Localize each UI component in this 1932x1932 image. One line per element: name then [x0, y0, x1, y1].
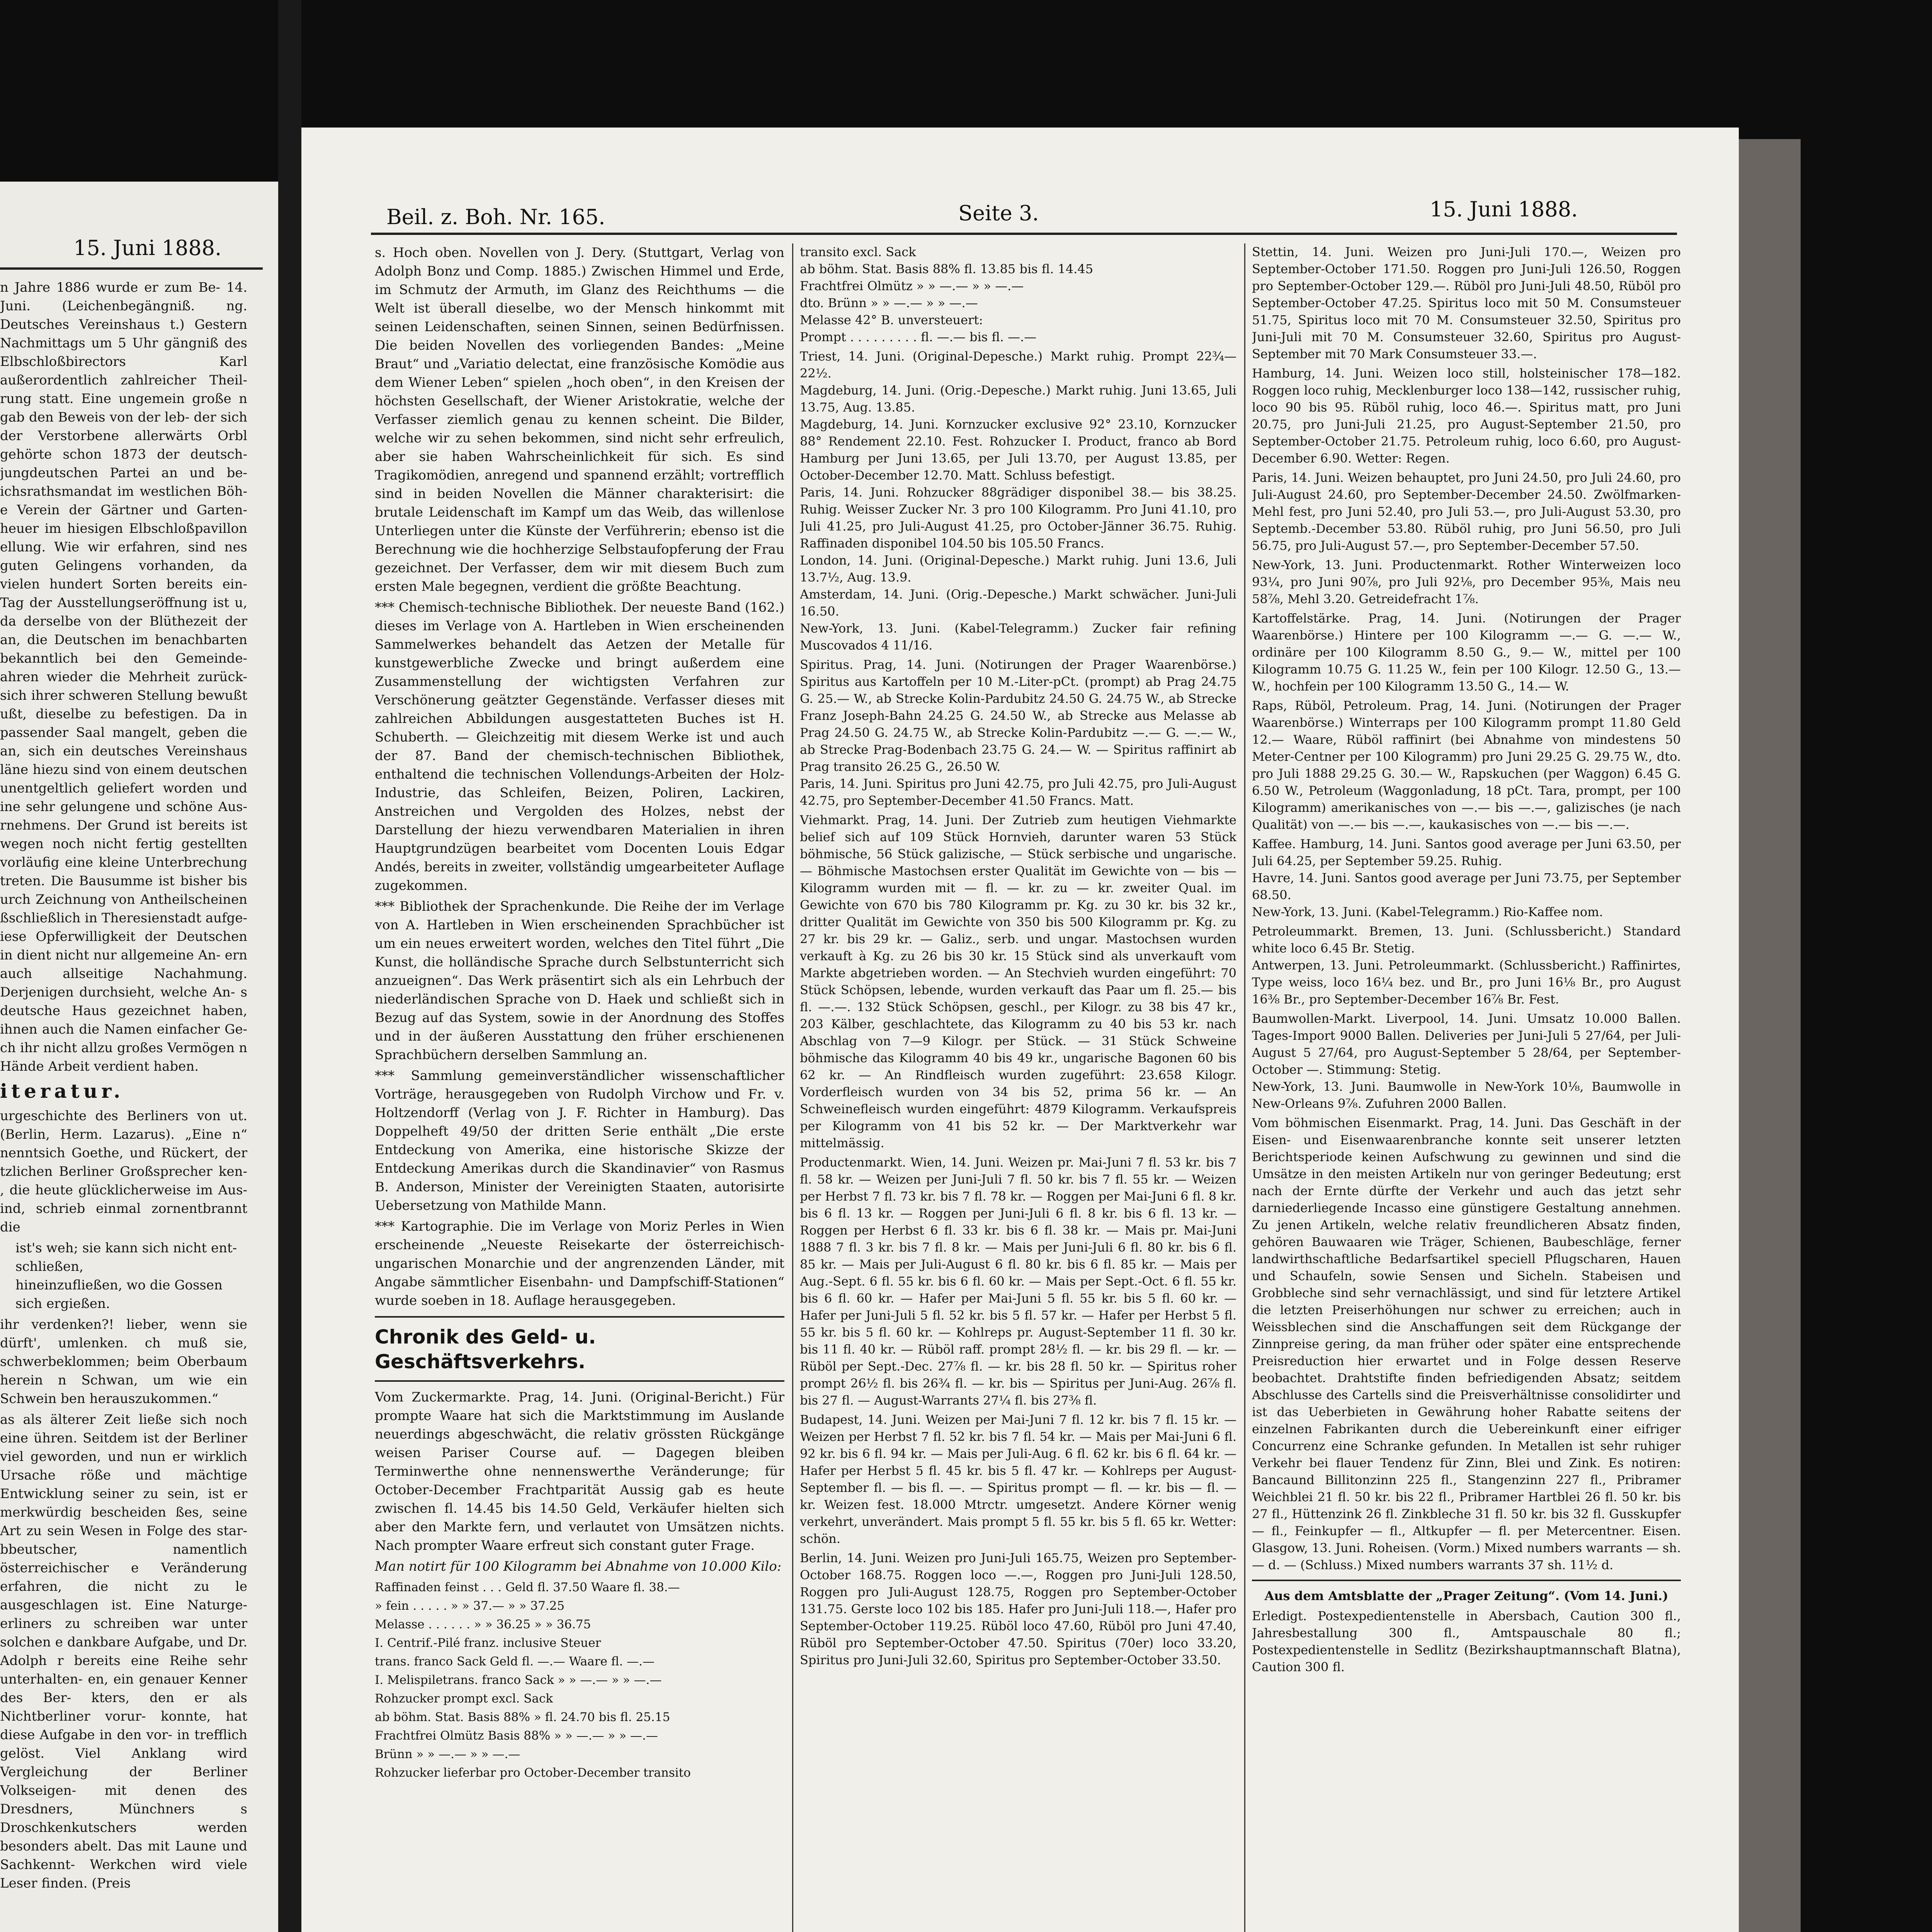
left-header-rule [0, 267, 263, 270]
productenmarkt-wien: Productenmarkt. Wien, 14. Juni. Weizen pr. Mai-Juni 7 fl. 53 kr. bis 7 fl. 58 kr. — Weizen per Juni-Juli 7 fl. 50 kr. bis 7 fl. 55 kr. — Weizen per Herbst 7 fl. 73 kr. bis 7 fl. 78 kr. — Roggen per Mai-Juni 6 fl. 8 kr. bis 6 fl. 13 kr. — Roggen per Juni-Juli 6 fl. 8 kr. bis 6 fl. 13 kr. — Roggen per Herbst 6 fl. 33 kr. bis 6 fl. 38 kr. — Mais pr. Mai-Juni 1888 7 fl. 3 kr. bis 7 fl. 8 kr. — Mais per Juni-Juli 6 fl. 80 kr. bis 6 fl. 85 kr. — Mais per Juli-August 6 fl. 80 kr. bis 6 fl. 85 kr. — Mais per Aug.-Sept. 6 fl. 55 kr. bis 6 fl. 60 kr. — Mais per Sept.-Oct. 6 fl. 55 kr. bis 6 fl. 60 kr. — Hafer per Mai-Juni 5 fl. 55 kr. bis 5 fl. 60 kr. — Hafer per Juni-Juli 5 fl. 52 kr. bis 5 fl. 57 kr. — Hafer per Herbst 5 fl. 55 kr. bis 5 fl. 60 kr. — Kohlreps pr. August-September 11 fl. 30 kr. bis 11 fl. 40 kr. — Rüböl raff. prompt 28½ fl. — kr. bis 29 fl. — kr. — Rüböl per Sept.-Dec. 27⅞ fl. — kr. bis 28 fl. 50 kr. — Spiritus roher prompt 26½ fl. bis 26¾ fl. — kr. bis — Spiritus per Juni-Aug. 26⅞ fl. bis 27 fl. — August-Warrants 27¼ fl. bis 27⅜ fl. [800, 1155, 1236, 1408]
left-poem: ist's weh; sie kann sich nicht ent- schließen, hineinzufließen, wo die Gossen sich ergießen. [15, 1240, 237, 1311]
left-text-4: as als älterer Zeit ließe sich noch eine ühren. Seitdem ist der Berliner viel geworden, und nun er wirklich Ursache röße und mächtige Entwicklung seiner zu sein, ist er merkwürdig bescheiden ßes, seine Art zu sein Wesen in Folge des star- bbeutscher, namentlich österreichischer e Veränderung erfahren, die nicht zu le ausgeschlagen ist. Eine Naturge- erliners zu schreiben war unter solchen e dankbare Aufgabe, und Dr. Adolph r bereits eine Reihe sehr unterhalten- en, ein genauer Kenner des Ber- kters, den er als Nichtberliner vorur- konnte, hat diese Aufgabe in den vor- in trefflich gelöst. Viel Anklang wird Vergleichung der Berliner Volkseigen- mit denen des Dresdners, Münchners s Droschkenkutschers werden besonders abelt. Das mit Laune und Sachkennt- Werkchen wird viele Leser finden. (Preis [0, 1412, 247, 1891]
column-rule-2 [1244, 243, 1245, 1932]
petroleummarkt-report: Petroleummarkt. Bremen, 13. Juni. (Schlussbericht.) Standard white loco 6.45 Br. Stetig. Antwerpen, 13. Juni. Petroleummarkt. (Schlussbericht.) Raffinirtes, Type weiss, loco 16¼ bez. und Br., pro Juni 16⅛ Br., pro August 16⅜ Br., pro September-December 16⅞ Br. Fest. [1252, 924, 1681, 1007]
spiritus-report: Spiritus. Prag, 14. Juni. (Notirungen der Prager Waarenbörse.) Spiritus aus Kartoffeln per 10 M.-Liter-pCt. (prompt) ab Prag 24.75 G. 25.— W., ab Strecke Kolin-Pardubitz 24.50 G. 24.75 W., ab Strecke Franz Joseph-Bahn 24.25 G. 24.50 W., ab Strecke aus Melasse ab Prag 24.50 G. 24.75 W., ab Strecke Kolin-Pardubitz —.— G. —.— W., ab Strecke Prag-Bodenbach 23.75 G. 24.— W. — Spiritus raffinirt ab Prag transito 26.25 G., 26.50 W. Paris, 14. Juni. Spiritus pro Juni 42.75, pro Juli 42.75, pro Juli-August 42.75, pro September-December 41.50 Francs. Matt. [800, 657, 1236, 808]
book-page-edge [1739, 139, 1801, 1932]
chronik-heading: Chronik des Geld- u. Geschäftsverkehrs. [375, 1326, 596, 1373]
berlin-report: Berlin, 14. Juni. Weizen pro Juni-Juli 165.75, Weizen pro September-October 168.75. Roggen loco —.—, Roggen pro Juni-Juli 128.50, Roggen pro Juli-August 128.75, Roggen pro September-October 131.75. Gerste loco 102 bis 185. Hafer pro Juni-Juli 118.—, Hafer pro September-October 119.25. Rüböl loco 47.60, Rüböl pro Juni 47.40, Rüböl pro September-October 47.50. Spiritus (70er) loco 33.20, Spiritus pro Juni-Juli 32.60, Spiritus pro September-October 33.50. [800, 1551, 1236, 1667]
budapest-report: Budapest, 14. Juni. Weizen per Mai-Juni 7 fl. 12 kr. bis 7 fl. 15 kr. — Weizen per Herbst 7 fl. 52 kr. bis 7 fl. 54 kr. — Mais per Mai-Juni 6 fl. 92 kr. bis 6 fl. 94 kr. — Mais per Juli-Aug. 6 fl. 62 kr. bis 6 fl. 64 kr. — Hafer per Herbst 5 fl. 45 kr. bis 5 fl. 47 kr. — Kohlreps per August-September fl. — bis fl. —. — Spiritus prompt — fl. — kr. bis — fl. — kr. Weizen fest. 18.000 Mtrctr. umgesetzt. Andere Körner wenig verkehrt, unverändert. Mais prompt 5 fl. 55 kr. bis 5 fl. 65 kr. Wetter: schön. [800, 1412, 1236, 1546]
chronik-top-rule [375, 1316, 784, 1318]
sugar-market-dispatches: Triest, 14. Juni. (Original-Depesche.) Markt ruhig. Prompt 22¾—22½. Magdeburg, 14. Juni. (Orig.-Depesche.) Markt ruhig. Juni 13.65, Juli 13.75, Aug. 13.85. Magdeburg, 14. Juni. Kornzucker exclusive 92° 23.10, Kornzucker 88° Rendement 22.10. Fest. Rohzucker I. Product, franco ab Bord Hamburg per Juni 13.65, per Juli 13.70, per August 13.85, per October-December 12.70. Matt. Schluss befestigt. Paris, 14. Juni. Rohzucker 88grädiger disponibel 38.— bis 38.25. Ruhig. Weisser Zucker Nr. 3 pro 100 Kilogramm. Pro Juni 41.10, pro Juli 41.25, pro Juli-August 41.25, pro October-Jänner 36.75. Ruhig. Raffinaden disponibel 104.50 bis 105.50 Francs. London, 14. Juni. (Original-Depesche.) Markt ruhig. Juni 13.6, Juli 13.7½, Aug. 13.9. Amsterdam, 14. Juni. (Orig.-Depesche.) Markt schwächer. Juni-Juli 16.50. New-York, 13. Juni. (Kabel-Telegramm.) Zucker fair refining Muscovados 4 11/16. [800, 349, 1236, 653]
newyork-report: New-York, 13. Juni. Productenmarkt. Rother Winterweizen loco 93¼, pro Juni 90⅞, pro Juli 92⅛, pro December 95⅜, Mais neu 58⅞, Mehl 3.20. Getreidefracht 1⅞. [1252, 558, 1681, 606]
sugar-price-table: Raffinaden feinst . . . Geld fl. 37.50 Waare fl. 38.— » fein . . . . . » » 37.— » » 37.25 Melasse . . . . . . » » 36.25 » » 36.75 I. Centrif.-Pilé franz. inclusive Steuer trans. franco Sack Geld fl. —.— Waare fl. —.— I. Melispiletrans. franco Sack » » —.— » » —.— Rohzucker prompt excl. Sack ab böhm. Stat. Basis 88% » fl. 24.70 bis fl. 25.15 Frachtfrei Olmütz Basis 88% » » —.— » » —.— Brünn » » —.— » » —.— Rohzucker lieferbar pro October-December transito [375, 1580, 691, 1780]
left-page [0, 182, 278, 1932]
stettin-report: Stettin, 14. Juni. Weizen pro Juni-Juli 170.—, Weizen pro September-October 171.50. Roggen pro Juni-Juli 126.50, Roggen pro September-October 129.—. Rüböl pro Juni-Juli 48.50, Rüböl pro September-October 47.25. Spiritus loco mit 50 M. Consumsteuer 51.75, Spiritus loco mit 70 M. Consumsteuer 32.50, Spiritus pro Juni-Juli mit 70 M. Consumsteuer 32.60, Spiritus pro August-September mit 70 Mark Consumsteuer 33.—. [1252, 245, 1681, 361]
kaffee-report: Kaffee. Hamburg, 14. Juni. Santos good average per Juni 63.50, per Juli 64.25, per September 59.25. Ruhig. Havre, 14. Juni. Santos good average per Juni 73.75, per September 68.50. New-York, 13. Juni. (Kabel-Telegramm.) Rio-Kaffee nom. [1252, 837, 1681, 919]
beilage-label: Beil. z. Boh. Nr. 165. [386, 205, 605, 229]
left-text-1: n Jahre 1886 wurde er zum Be- 14. Juni. (Leichenbegängniß. ng. Deutsches Vereinshaus t.) Gestern Nachmittags um 5 Uhr gängniß des Elbschloßbirectors Karl außerordentlich zahlreicher Theil- rung statt. Eine ungemein große n gab den Beweis von der leb- der sich der Verstorbene allerwärts Orbl gehörte schon 1873 der deutsch- jungdeutschen Partei an und be- ichsrathsmandat im westlichen Böh- e Verein der Gärtner und Garten- heuer im hiesigen Elbschloßpavillon ellung. Wie wir erfahren, sind nes guten Gelingens vorhanden, da vielen hundert Sorten bereits ein- Tag der Ausstellungseröffnung ist u, da derselbe von der Blüthezeit der an, die Deutschen im benachbarten bekanntlich bei den Gemeinde- ahren wieder die Mehrheit zurück- sich ihrer schweren Stellung bewußt ußt, dieselbe zu befestigen. Da in passender Saal mangelt, geben die an, sich ein deutsches Vereinshaus läne hiezu sind von einem deutschen unentgeltlich geliefert worden und ine sehr gelungene und schöne Aus- rnehmens. Der Grund ist bereits ist wegen noch nicht fertig gestellten vorläufig eine kleine Unterbrechung treten. Die Bausumme ist bisher bis urch Zeichnung von Antheilscheinen ßschließlich in Theresienstadt aufge- iese Opferwilligkeit der Deutschen in dient nicht nur allgemeine An- ern auch allseitige Nachahmung. Derjenigen durchsieht, welche An- s deutsche Haus gezeichnet haben, ihnen auch die Namen einfacher Ge- ch ihr nicht allzu großes Vermögen n Hände Arbeit verdient haben. [0, 280, 247, 1074]
eisenmarkt-report: Vom böhmischen Eisenmarkt. Prag, 14. Juni. Das Geschäft in der Eisen- und Eisenwaarenbranche konnte seit unserer letzten Berichtsperiode keinen Aufschwung zu gewinnen und sind die Umsätze in den meisten Artikeln nur von geringer Bedeutung; erst nach der Ernte dürfte der Verkehr und auch das jetzt sehr darniederliegende Incasso eine günstigere Gestaltung annehmen. Zu jenen Artikeln, welche relativ freundlicheren Absatz finden, gehören Bauwaaren wie Träger, Schienen, Baubeschläge, ferner landwirthschaftliche Bedarfsartikel speciell Pflugscharen, Hauen und Schaufeln, sowie Sensen und Sicheln. Stabeisen und Grobbleche sind sehr vernachlässigt, und sind für letztere Artikel die letzten Preiserhöhungen nur schwer zu erreichen; auch in Weissblechen sind die Anschaffungen seit dem Rückgange der Zinnpreise gering, da man früher oder später eine entsprechende Preisreduction hier erwartet und in Folge dessen Reserve beobachtet. Drahtstifte finden befriedigenden Absatz; seitdem Abschlusse des Cartells sind die Preisverhältnisse consolidirter und ist das Ueberbieten in Gewährung hoher Rabatte seitens der einzelnen Fabrikanten durch die Uebereinkunft einer eifriger Concurrenz eine Schranke gefunden. In Metallen ist sehr ruhiger Verkehr bei flauer Tendenz für Zinn, Blei und Zink. Es notiren: Bancaund Billitonzinn 225 fl., Stangenzinn 227 fl., Pribramer Weichblei 21 fl. 50 kr. bis 22 fl., Pribramer Hartblei 26 fl. 50 kr. bis 27 fl., Hüttenzink 26 fl. Zinkbleche 31 fl. 50 kr. bis 32 fl. Gusskupfer — fl., Feinkupfer — fl., Altkupfer — fl. per Metercentner. Eisen. Glasgow, 13. Juni. Roheisen. (Vorm.) Mixed numbers warrants — sh. — d. — (Schluss.) Mixed numbers warrants 37 sh. 11½ d. [1252, 1116, 1681, 1572]
raps-rueboel-petroleum-report: Raps, Rüböl, Petroleum. Prag, 14. Juni. (Notirungen der Prager Waarenbörse.) Winterraps per 100 Kilogramm prompt 11.80 Geld 12.— Waare, Rüböl raffinirt (bei Abnahme von mindestens 50 Meter-Centner per 100 Kilogramm) pro Juni 29.25 G. 29.75 W., dto. pro Juli 1888 29.25 G. 30.— W., Rapskuchen (per Waggon) 6.45 G. 6.50 W., Petroleum (Waggonladung, 18 pCt. Tara, prompt, per 100 Kilogramm) amerikanisches von —.— bis —.—, galizisches (je nach Qualität) von —.— bis —.—, kaukasisches von —.— bis —.—. [1252, 698, 1681, 832]
left-column [0, 278, 247, 1932]
price-note: Man notirt für 100 Kilogramm bei Abnahme von 10.000 Kilo: [375, 1559, 782, 1574]
page-number: Seite 3. [958, 201, 1039, 225]
middle-column [375, 243, 784, 1932]
left-page-date: 15. Juni 1888. [73, 236, 222, 260]
book-spine [278, 0, 301, 1932]
paris-report: Paris, 14. Juni. Weizen behauptet, pro Juni 24.50, pro Juli 24.60, pro Juli-August 24.60, pro September-December 24.50. Zwölfmarken-Mehl fest, pro Juni 52.40, pro Juli 53.—, pro Juli-August 53.30, pro Septemb.-December 53.80. Rüböl ruhig, pro Juni 56.50, pro Juli 56.75, pro Juli-August 57.—, pro September-December 57.50. [1252, 470, 1681, 553]
column-rule-1 [792, 243, 793, 1932]
amtsblatt-rule [1252, 1580, 1681, 1581]
review-chemisch-technische-bibliothek: *** Chemisch-technische Bibliothek. Der neueste Band (162.) dieses im Verlage von A. Hartleben in Wien erscheinenden Sammelwerkes behandelt das Aetzen der Metalle für kunstgewerbliche Zwecke und bringt außerdem eine Zusammenstellung der wichtigsten Verfahren zur Verschönerung geätzter Gegenstände. Verfasser dieses mit zahlreichen Abbildungen ausgestatteten Buches ist H. Schuberth. — Gleichzeitig mit diesem Werke ist und auch der 87. Band der chemisch-technischen Bibliothek, enthaltend die technischen Vollendungs-Arbeiten der Holz-Industrie, das Schleifen, Beizen, Poliren, Lackiren, Anstreichen und Vergolden des Holzes, nebst der Darstellung der hiezu verwendbaren Materialien in ihren Hauptgrundzügen bearbeitet vom Docenten Louis Edgar Andés, bereits in zweiter, vollständig umgearbeiteter Auflage zugekommen. [375, 600, 784, 893]
chronik-bottom-rule [375, 1380, 784, 1382]
markets-column [800, 243, 1236, 1932]
literatur-heading: iteratur. [0, 1080, 124, 1102]
kartoffelstaerke-report: Kartoffelstärke. Prag, 14. Juni. (Notirungen der Prager Waarenbörse.) Hintere per 100 Kilogramm —.— G. —.— W., ordinäre per 100 Kilogramm 8.50 G., 9.— W., mittel per 100 Kilogramm 10.75 G. 11.25 W., fein per 100 Kilogr. 12.50 G., 13.— W., hochfein per 100 Kilogramm 13.50 G., 14.— W. [1252, 611, 1681, 694]
transito-prices: transito excl. Sack ab böhm. Stat. Basis 88% fl. 13.85 bis fl. 14.45 Frachtfrei Olmütz » » —.— » » —.— dto. Brünn » » —.— » » —.— Melasse 42° B. unversteuert: Prompt . . . . . . . . . fl. —.— bis fl. —.— [800, 245, 1094, 344]
amtsblatt-heading: Aus dem Amtsblatte der „Prager Zeitung“. (Vom 14. Juni.) [1264, 1588, 1668, 1603]
left-text-2: urgeschichte des Berliners von ut. (Berlin, Herm. Lazarus). „Eine n“ nenntsich Goethe, und Rückert, der tzlichen Berliner Großsprecher ken- , die heute glücklicherweise im Aus- ind, schrieb einmal zornentbrannt die [0, 1108, 247, 1235]
amtsblatt-text: Erledigt. Postexpedientenstelle in Abersbach, Caution 300 fl., Jahresbestallung 300 fl., Amtspauschale 80 fl.; Postexpedientenstelle in Sedlitz (Bezirkshauptmannschaft Blatna), Caution 300 fl. [1252, 1609, 1681, 1674]
left-text-3: ihr verdenken?! lieber, wenn sie dürft', umlenken. ch muß sie, schwerbeklommen; beim Oberbaum herein n Schwan, um wie ein Schwein ben herauszukommen.“ [0, 1317, 247, 1406]
hamburg-report: Hamburg, 14. Juni. Weizen loco still, holsteinischer 178—182. Roggen loco ruhig, Mecklenburger loco 138—142, russischer ruhig, loco 90 bis 95. Rüböl ruhig, loco 46.—. Spiritus matt, pro Juni 20.75, pro Juni-Juli 21.25, pro August-September 21.50, pro September-October 21.75. Petroleum ruhig, loco 6.60, pro August-December 6.90. Wetter: Regen. [1252, 366, 1681, 466]
commodities-column [1252, 243, 1681, 1932]
viehmarkt-report: Viehmarkt. Prag, 14. Juni. Der Zutrieb zum heutigen Viehmarkte belief sich auf 109 Stück Hornvieh, darunter waren 53 Stück böhmische, 56 Stück galizische, — Stück serbische und ungarische. — Böhmische Mastochsen erster Qualität im Gewichte von — bis — Kilogramm wurden mit — fl. — kr. zu — kr. zweiter Qual. im Gewichte von 670 bis 780 Kilogramm pr. Kg. zu 30 kr. bis 32 kr., dritter Qualität im Gewichte von 350 bis 500 Kilogramm pr. Kg. zu 27 kr. bis 29 kr. — Galiz., serb. und ungar. Mastochsen wurden verkauft à Kg. zu 26 bis 30 kr. 15 Stück sind als unverkauft vom Markte abgetrieben worden. — An Stechvieh wurden eingeführt: 70 Stück Schöpsen, lebende, wurden verkauft das Paar um fl. 25.— bis fl. —.—. 132 Stück Schöpsen, geschl., per Kilogr. zu 38 bis 47 kr., 203 Kälber, geschlachtete, das Kilogramm zu 40 bis 53 kr. nach Abschlag von 7—9 Kilogr. per Stück. — 31 Stück Schweine böhmische das Kilogramm 40 bis 49 kr., ungarische Bagonen 60 bis 62 kr. — An Rindfleisch wurden zugeführt: 23.658 Kilogr. Vorderfleisch wurden von 34 bis 52, prima 56 kr. — An Schweinefleisch wurden eingeführt: 4879 Kilogramm. Verkaufspreis per Kilogramm von 41 bis 52 kr. — Der Marktverkehr war mittelmässig. [800, 813, 1236, 1150]
review-bibliothek-der-sprachenkunde: *** Bibliothek der Sprachenkunde. Die Reihe der im Verlage von A. Hartleben in Wien erscheinenden Sprachbücher ist um ein neues erweitert worden, welches den Titel führt „Die Kunst, die holländische Sprache durch Selbstunterricht sich anzueignen“. Das Werk präsentirt sich als ein Lehrbuch der niederländischen Sprache von D. Haek und schließt sich in Bezug auf das System, sowie in der Anordnung des Stoffes und in der äußeren Ausstattung den früher erschienenen Sprachbüchern derselben Sammlung an. [375, 899, 784, 1063]
baumwollen-report: Baumwollen-Markt. Liverpool, 14. Juni. Umsatz 10.000 Ballen. Tages-Import 9000 Ballen. Deliveries per Juni-Juli 5 27/64, per Juli-August 5 27/64, pro August-September 5 28/64, per September-October —. Stimmung: Stetig. New-York, 13. Juni. Baumwolle in New-York 10⅛, Baumwolle in New-Orleans 9⅞. Zufuhren 2000 Ballen. [1252, 1011, 1681, 1111]
review-hoch-oben: s. Hoch oben. Novellen von J. Dery. (Stuttgart, Verlag von Adolph Bonz und Comp. 1885.) Zwischen Himmel und Erde, im Schmutz der Armuth, im Glanz des Reichthums — die Welt ist überall dieselbe, wo der Mensch hinkommt mit seinen Leidenschaften, seinen Sinnen, seinen Bedürfnissen. Die beiden Novellen des vorliegenden Bandes: „Meine Braut“ und „Variatio delectat, eine französische Komödie aus dem Wiener Leben“ spielen „hoch oben“, in den Kreisen der höchsten Gesellschaft, der Wiener Aristokratie, welche der Verfasser ziemlich genau zu kennen scheint. Die Bilder, welche wir zu sehen bekommen, sind nicht sehr erfreulich, aber sie haben Wahrscheinlichkeit für sich. Es sind Tragikomödien, anregend und spannend erzählt; vortrefflich sind in beiden Novellen die Männer charakterisirt: die brutale Leidenschaft im Kampf um das Weib, das willenlose Unterliegen unter die Künste der Verführerin; ebenso ist die Berechnung wie die hochherzige Selbstaufopferung der Frau gezeichnet. Der Verfasser, dem wir mit diesem Buch zum ersten Male begegnen, verdient die größte Beachtung. [375, 245, 784, 594]
right-page [301, 128, 1739, 1932]
right-page-date: 15. Juni 1888. [1430, 197, 1578, 221]
zuckermarkt-report: Vom Zuckermarkte. Prag, 14. Juni. (Original-Bericht.) Für prompte Waare hat sich die Marktstimmung im Auslande neuerdings abgeschwächt, die relativ grössten Rückgänge weisen Pariser Course auf. — Dagegen bleiben Terminwerthe ohne nennenswerthe Veränderunge; für October-December Frachtparität Aussig gab es heute zwischen fl. 14.45 bis 14.50 Geld, Verkäufer hielten sich aber den Markte fern, und verlautet von Umsätzen nichts. Nach prompter Waare erfreut sich constant guter Frage. [375, 1389, 784, 1553]
right-header-rule [371, 233, 1677, 235]
review-sammlung-vortraege: *** Sammlung gemeinverständlicher wissenschaftlicher Vorträge, herausgegeben von Rudolph Virchow und Fr. v. Holtzendorff (Verlag von J. F. Richter in Hamburg). Das Doppelheft 49/50 der dritten Serie enthält „Die erste Entdeckung von Amerika, eine historische Skizze der Entdeckung Amerikas durch die Skandinavier“ von Rasmus B. Anderson, Minister der Vereinigten Staaten, autorisirte Uebersetzung von Mathilde Mann. [375, 1068, 784, 1213]
review-kartographie: *** Kartographie. Die im Verlage von Moriz Perles in Wien erscheinende „Neueste Reisekarte der österreichisch-ungarischen Monarchie und der angrenzenden Länder, mit Angabe sämmtlicher Eisenbahn- und Dampfschiff-Stationen“ wurde soeben in 18. Auflage herausgegeben. [375, 1219, 784, 1308]
